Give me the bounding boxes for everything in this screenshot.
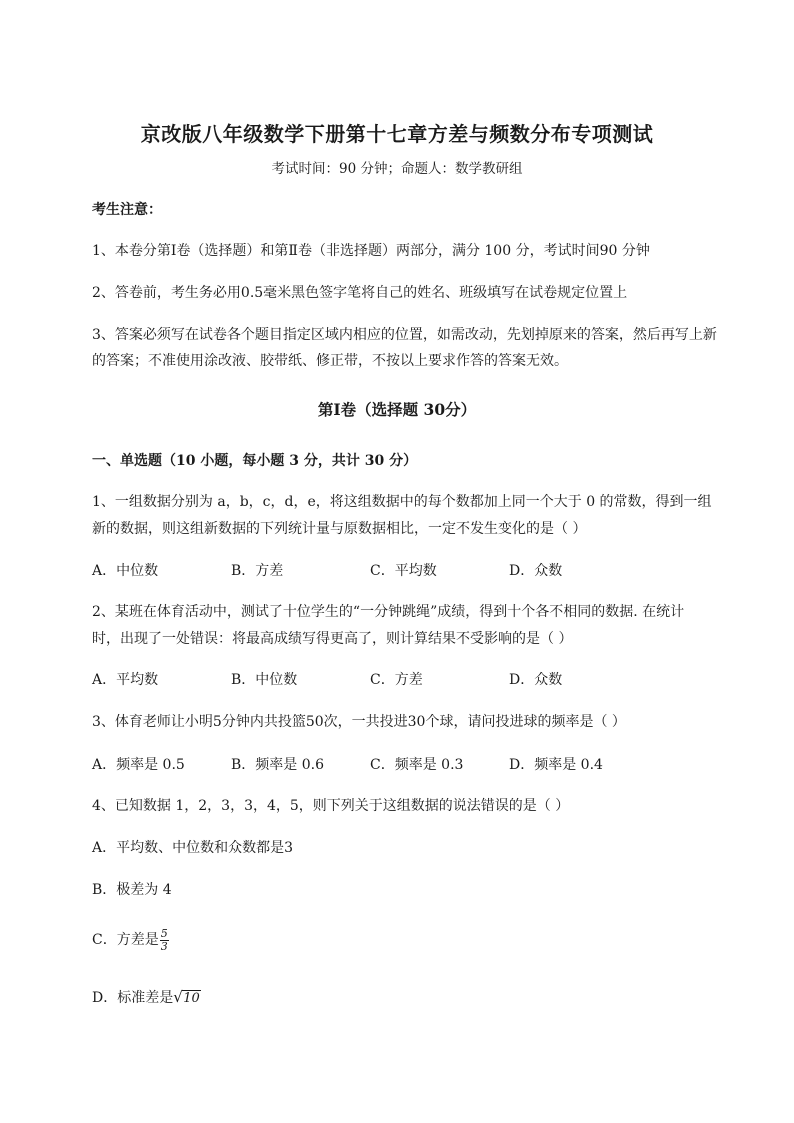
part-title: 第Ⅰ卷（选择题 30分） [317, 400, 477, 419]
question-1-option-b[interactable]: B．方差 [231, 563, 284, 579]
question-1-stem: 1、一组数据分别为 a，b，c，d，e，将这组数据中的每个数都加上同一个大于 0 的常数，得到一组 [92, 494, 712, 510]
exam-info: 考试时间：90 分钟；命题人：数学教研组 [271, 161, 523, 177]
fraction-denominator: 3 [160, 939, 168, 953]
question-3-option-c[interactable]: C．频率是 0.3 [370, 757, 464, 773]
question-3-option-b[interactable]: B．频率是 0.6 [231, 757, 325, 773]
radical-sign-icon: √ [173, 988, 183, 1006]
question-4-stem: 4、已知数据 1，2，3，3，4，5，则下列关于这组数据的说法错误的是（ ） [92, 798, 570, 814]
fraction-numerator: 5 [160, 926, 168, 940]
question-2-option-d[interactable]: D．众数 [509, 672, 563, 688]
question-2-option-b[interactable]: B．中位数 [231, 672, 298, 688]
question-3-option-d[interactable]: D．频率是 0.4 [509, 757, 603, 773]
section-heading: 一、单选题（10 小题，每小题 3 分，共计 30 分） [92, 453, 418, 469]
question-3-stem: 3、体育老师让小明5分钟内共投篮50次，一共投进30个球，请问投进球的频率是（ ） [92, 714, 626, 730]
radicand: 10 [183, 991, 200, 1006]
notice-heading: 考生注意： [92, 202, 162, 218]
notice-item-3: 3、答案必须写在试卷各个题目指定区域内相应的位置，如需改动，先划掉原来的答案，然后再写上新 [92, 327, 717, 343]
question-2-option-a[interactable]: A．平均数 [92, 672, 159, 688]
option-c-text: C．方差是 [92, 932, 159, 948]
question-3-option-a[interactable]: A．频率是 0.5 [92, 757, 185, 773]
question-4-option-d[interactable] [92, 984, 201, 1013]
option-d-text: D．标准差是 [92, 990, 174, 1006]
question-1-option-d[interactable]: D．众数 [509, 563, 563, 579]
notice-item-2: 2、答卷前，考生务必用0.5毫米黑色签字笔将自己的姓名、班级填写在试卷规定位置上 [92, 285, 628, 301]
notice-item-1: 1、本卷分第Ⅰ卷（选择题）和第Ⅱ卷（非选择题）两部分，满分 100 分，考试时间90 分钟 [92, 243, 650, 259]
question-4-option-a[interactable]: A．平均数、中位数和众数都是3 [92, 840, 294, 856]
question-1-stem-cont: 新的数据，则这组新数据的下列统计量与原数据相比，一定不发生变化的是（ ） [92, 521, 587, 537]
question-1-option-a[interactable]: A．中位数 [92, 563, 159, 579]
square-root [173, 985, 201, 1013]
question-4-option-b[interactable]: B．极差为 4 [92, 882, 172, 898]
question-4-option-c[interactable] [92, 926, 169, 954]
question-2-stem-cont: 时，出现了一处错误：将最高成绩写得更高了，则计算结果不受影响的是（ ） [92, 631, 573, 647]
notice-item-3-cont: 的答案；不准使用涂改液、胶带纸、修正带，不按以上要求作答的答案无效。 [92, 353, 568, 369]
question-2-option-c[interactable]: C．方差 [370, 672, 423, 688]
page-title: 京改版八年级数学下册第十七章方差与频数分布专项测试 [140, 122, 654, 146]
question-2-stem: 2、某班在体育活动中，测试了十位学生的“一分钟跳绳”成绩，得到十个各不相同的数据. 在统计 [92, 604, 685, 620]
question-1-option-c[interactable]: C．平均数 [370, 563, 437, 579]
fraction [160, 928, 169, 953]
